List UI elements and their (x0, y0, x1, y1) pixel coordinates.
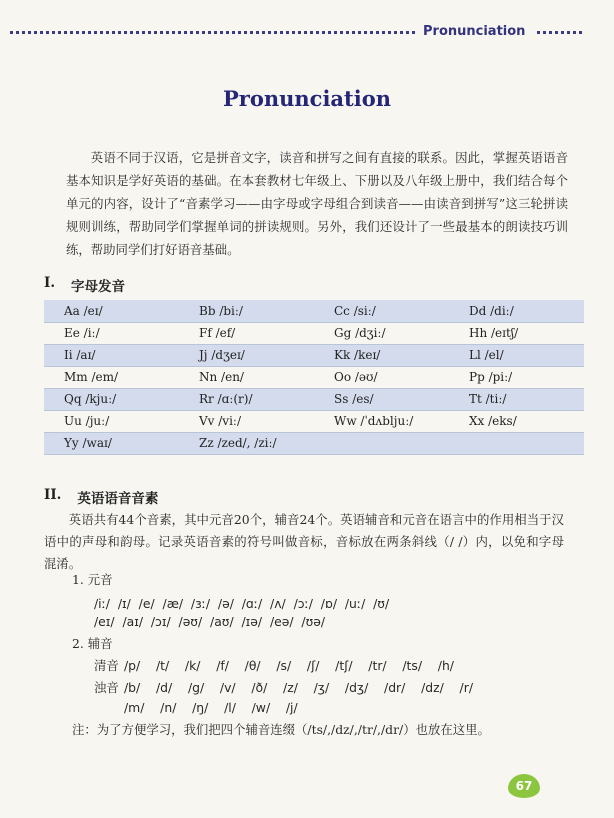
letter-row (44, 432, 584, 454)
vowels-label: 1. 元音 (72, 572, 113, 587)
voiceless-label: 清音 (94, 658, 119, 673)
letter-cell: Ss /es/ (314, 388, 449, 410)
letter-row (44, 388, 584, 410)
letter-row (44, 410, 584, 432)
section-numeral: II. (44, 487, 62, 503)
voiced-consonants: /b/ /d/ /g/ /v/ /ð/ /z/ /ʒ/ /dʒ/ /dr/ /dz/ /r/ (124, 680, 474, 695)
letter-row (44, 366, 584, 388)
section-title: 字母发音 (71, 279, 126, 295)
letter-cell: Hh /eɪtʃ/ (449, 322, 584, 344)
page-number-badge: 67 (508, 774, 540, 798)
section-heading-phonemes (44, 487, 158, 507)
running-header (0, 22, 614, 42)
letter-cell: Kk /keɪ/ (314, 344, 449, 366)
consonants-label: 2. 辅音 (72, 636, 113, 651)
letter-cell: Ww /ˈdʌbljuː/ (314, 410, 449, 432)
letter-cell: Pp /piː/ (449, 366, 584, 388)
vowels-row-2: /eɪ/ /aɪ/ /ɔɪ/ /əʊ/ /aʊ/ /ɪə/ /eə/ /ʊə/ (94, 614, 326, 629)
page-title: Pronunciation (223, 86, 391, 111)
header-dotted-rule-right (537, 31, 582, 34)
section-heading-letters (44, 275, 125, 295)
vowels-row-1: /iː/ /ɪ/ /e/ /æ/ /ɜː/ /ə/ /ɑː/ /ʌ/ /ɔː/ /ɒ/ /uː/ /ʊ/ (94, 596, 390, 611)
letter-cell: Mm /em/ (44, 366, 179, 388)
letter-cell: Xx /eks/ (449, 410, 584, 432)
letter-cell: Rr /ɑː(r)/ (179, 388, 314, 410)
letter-cell: Ii /aɪ/ (44, 344, 179, 366)
letter-cell: Jj /dʒeɪ/ (179, 344, 314, 366)
letter-cell (449, 432, 584, 454)
letter-cell: Bb /biː/ (179, 300, 314, 322)
section-title: 英语语音音素 (77, 491, 159, 507)
letter-cell: Ll /el/ (449, 344, 584, 366)
letter-cell: Yy /waɪ/ (44, 432, 179, 454)
letter-cell: Ee /iː/ (44, 322, 179, 344)
voiced-label: 浊音 (94, 680, 119, 695)
footnote: 注：为了方便学习，我们把四个辅音连缀（/ts/,/dz/,/tr/,/dr/）也放在这里。 (72, 722, 490, 737)
letter-cell: Tt /tiː/ (449, 388, 584, 410)
letter-cell: Ff /ef/ (179, 322, 314, 344)
header-dotted-rule (10, 31, 415, 34)
letter-cell: Aa /eɪ/ (44, 300, 179, 322)
other-consonants: /m/ /n/ /ŋ/ /l/ /w/ /j/ (124, 700, 298, 715)
voiceless-consonants: /p/ /t/ /k/ /f/ /θ/ /s/ /ʃ/ /tʃ/ /tr/ /ts/ /h/ (124, 658, 454, 673)
letter-pronunciation-table (44, 300, 584, 455)
letter-row (44, 344, 584, 366)
letter-cell: Gg /dʒiː/ (314, 322, 449, 344)
letter-cell: Nn /en/ (179, 366, 314, 388)
letter-cell: Uu /juː/ (44, 410, 179, 432)
phonemes-body: 英语共有44个音素，其中元音20个，辅音24个。英语辅音和元音在语言中的作用相当于汉语中的声母和韵母。记录英语音素的符号叫做音标，音标放在两条斜线（/ /）内，以免和字母混淆。 (44, 512, 564, 571)
letter-cell: Dd /diː/ (449, 300, 584, 322)
letter-cell: Vv /viː/ (179, 410, 314, 432)
running-header-title: Pronunciation (423, 24, 526, 39)
section-numeral: I. (44, 275, 56, 291)
letter-row (44, 300, 584, 322)
intro-paragraph: 英语不同于汉语，它是拼音文字，读音和拼写之间有直接的联系。因此，掌握英语语音基本知识是学好英语的基础。在本套教材七年级上、下册以及八年级上册中，我们结合每个单元的内容，设计了“音素学习——由字母或字母组合到读音——由读音到拼写”这三轮拼读规则训练，帮助同学们掌握单词的拼读规则。另外，我们还设计了一些最基本的朗读技巧训练，帮助同学们打好语音基础。 (66, 150, 568, 257)
letter-row (44, 322, 584, 344)
letter-cell: Oo /əʊ/ (314, 366, 449, 388)
letter-cell (314, 432, 449, 454)
letter-cell: Zz /zed/, /ziː/ (179, 432, 314, 454)
phonemes-paragraph (44, 509, 564, 575)
letter-cell: Qq /kjuː/ (44, 388, 179, 410)
letter-cell: Cc /siː/ (314, 300, 449, 322)
